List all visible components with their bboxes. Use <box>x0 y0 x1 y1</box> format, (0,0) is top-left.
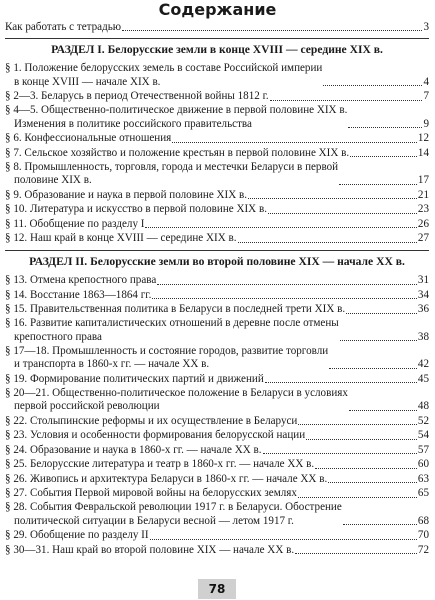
toc-entry-title: § 7. Сельское хозяйство и положение крестьян в первой половине XIX в. <box>5 146 350 159</box>
toc-entry-title: § 29. Обобщение по разделу II <box>5 529 149 541</box>
toc-entry-title-continued: и транспорта в 1860-х гг. — начале XX в. <box>14 358 210 370</box>
toc-entry[interactable] <box>5 161 429 188</box>
toc-entry-text <box>5 387 348 414</box>
toc-entry-page: 52 <box>417 414 429 427</box>
table-of-contents <box>5 20 429 558</box>
toc-entry-page: 17 <box>417 174 429 186</box>
toc-entry[interactable] <box>5 303 429 317</box>
leader-dots <box>315 458 417 469</box>
toc-entry-page: 36 <box>417 303 429 315</box>
leader-dots <box>329 358 417 369</box>
toc-entry-text <box>5 373 264 387</box>
toc-entry[interactable] <box>5 543 429 557</box>
leader-dots <box>349 400 417 411</box>
toc-entry-page: 12 <box>417 132 429 144</box>
toc-entry-title-continued: Изменения в политике российского правительства <box>14 117 252 130</box>
toc-entry-title: § 28. События Февральской революции 1917 г. в Беларуси. Обострение <box>5 501 342 513</box>
toc-entry-title: § 10. Литература и искусство в первой половине XIX в. <box>5 203 267 215</box>
toc-entry[interactable] <box>5 501 429 528</box>
toc-entry-text <box>5 289 151 303</box>
leader-dots <box>152 288 417 299</box>
toc-entry-text <box>5 473 327 487</box>
toc-entry-page: 60 <box>417 458 429 470</box>
toc-entry-title: § 12. Наш край в конце XVIII — середине XIX в. <box>5 232 237 244</box>
toc-entry-text <box>5 501 342 528</box>
leader-dots <box>270 90 423 101</box>
toc-entry-page: 23 <box>417 203 429 215</box>
leader-dots <box>343 514 417 525</box>
toc-entry-title: § 9. Образование и наука в первой половине XIX в. <box>5 188 248 201</box>
toc-entry-page: 38 <box>417 330 429 343</box>
leader-dots <box>238 232 417 243</box>
leader-dots <box>298 487 417 498</box>
page-title: Содержание <box>158 0 277 19</box>
toc-entry-page: 63 <box>417 472 429 485</box>
toc-entry-text <box>5 444 262 458</box>
toc-entry-title: § 19. Формирование политических партий и движений <box>5 372 264 385</box>
toc-entry[interactable] <box>5 458 429 472</box>
section-1-entries <box>5 62 429 246</box>
leader-dots <box>263 443 417 454</box>
toc-entry-title: § 23. Условия и особенности формирования белорусской нации <box>5 429 306 441</box>
toc-entry[interactable] <box>5 188 429 202</box>
leader-dots <box>122 20 422 31</box>
toc-entry-title: § 17—18. Промышленность и состояние городов, развитие торговли <box>5 344 329 357</box>
leader-dots <box>248 188 417 199</box>
leader-dots <box>295 543 417 554</box>
toc-entry[interactable] <box>5 146 429 160</box>
toc-entry[interactable] <box>5 274 429 288</box>
toc-entry[interactable] <box>5 217 429 231</box>
toc-entry-title: § 13. Отмена крепостного права <box>5 274 157 286</box>
toc-entry-text <box>5 161 338 188</box>
divider <box>5 250 429 251</box>
toc-entry-page: 70 <box>417 529 429 541</box>
toc-entry-title-continued: в конце XVIII — начале XIX в. <box>14 75 161 88</box>
toc-entry-text <box>5 62 322 89</box>
toc-entry[interactable] <box>5 529 429 543</box>
leader-dots <box>268 203 417 214</box>
leader-dots <box>348 117 422 128</box>
toc-entry-page: 34 <box>417 288 429 301</box>
divider <box>5 38 429 39</box>
leader-dots <box>172 132 417 143</box>
toc-entry[interactable] <box>5 203 429 217</box>
toc-entry-text <box>5 303 345 317</box>
toc-entry-title: § 24. Образование и наука в 1860-х гг. — начале XX в. <box>5 443 262 456</box>
leader-dots <box>306 429 417 440</box>
toc-entry[interactable] <box>5 345 429 372</box>
leader-dots <box>340 330 417 341</box>
toc-entry-page: 45 <box>417 372 429 385</box>
toc-entry-page: 57 <box>417 443 429 456</box>
toc-entry-page: 21 <box>417 188 429 201</box>
toc-entry-text <box>5 429 305 443</box>
toc-entry-page: 72 <box>417 543 429 556</box>
toc-entry-text <box>5 458 314 472</box>
toc-entry-text <box>5 487 297 501</box>
toc-entry-intro[interactable] <box>5 20 429 34</box>
leader-dots <box>328 472 417 483</box>
leader-dots <box>346 303 417 314</box>
toc-entry-title: § 4—5. Общественно-политическое движение в первой половине XIX в. <box>5 104 348 116</box>
toc-entry-page: 4 <box>423 75 429 88</box>
toc-entry-text <box>5 90 269 104</box>
toc-entry-title: § 6. Конфессиональные отношения <box>5 132 172 144</box>
toc-entry-title: § 2—3. Беларусь в период Отечественной войны 1812 г. <box>5 90 269 102</box>
toc-entry-title: § 16. Развитие капиталистических отношений в деревне после отмены <box>5 317 339 329</box>
toc-entry[interactable] <box>5 414 429 428</box>
toc-entry-title-continued: первой российской революции <box>14 400 160 412</box>
toc-entry-title-continued: политической ситуации в Беларуси весной — летом 1917 г. <box>14 514 294 527</box>
toc-entry-title: § 1. Положение белорусских земель в составе Российской империи <box>5 62 323 74</box>
toc-entry-text <box>5 132 171 146</box>
section-2-entries <box>5 274 429 558</box>
leader-dots <box>265 372 417 383</box>
toc-entry[interactable] <box>5 487 429 501</box>
toc-entry[interactable] <box>5 429 429 443</box>
toc-entry-title: § 14. Восстание 1863—1864 гг. <box>5 288 152 301</box>
toc-entry-title: § 26. Живопись и архитектура Беларуси в 1860-х гг. — начале XX в. <box>5 472 328 485</box>
toc-entry-text <box>5 104 347 131</box>
toc-entry-title: § 30—31. Наш край во второй половине XIX — начале XX в. <box>5 543 295 556</box>
toc-entry-page: 31 <box>417 274 429 286</box>
toc-entry-page: 9 <box>423 117 429 130</box>
leader-dots <box>323 75 422 86</box>
toc-entry[interactable] <box>5 372 429 386</box>
leader-dots <box>150 529 417 540</box>
toc-entry-page: 27 <box>417 232 429 244</box>
toc-entry-title: § 22. Столыпинские реформы и их осуществление в Беларуси <box>5 414 298 427</box>
toc-entry-text <box>5 189 247 203</box>
page-number: 78 <box>198 579 236 599</box>
toc-entry-text <box>5 345 328 372</box>
leader-dots <box>145 217 416 228</box>
toc-entry-text <box>5 218 144 232</box>
toc-entry-text <box>5 415 297 429</box>
toc-entry-title: § 25. Белорусские литература и театр в 1860-х гг. — начале XX в. <box>5 458 315 470</box>
toc-entry-text <box>5 544 294 558</box>
toc-entry[interactable] <box>5 90 429 104</box>
toc-entry-title-continued: крепостного права <box>14 330 102 343</box>
toc-entry-title-continued: половине XIX в. <box>14 174 92 186</box>
toc-entry[interactable] <box>5 62 429 89</box>
toc-entry-title: § 15. Правительственная политика в Беларуси в последней трети XIX в. <box>5 303 346 315</box>
toc-entry[interactable] <box>5 132 429 146</box>
toc-entry[interactable] <box>5 443 429 457</box>
toc-entry-text: Как работать с тетрадью <box>5 20 122 33</box>
toc-entry-text <box>5 317 339 344</box>
section-heading-1: РАЗДЕЛ I. Белорусские земли в конце XVIII — середине XIX в. <box>51 43 383 56</box>
toc-entry-page: 54 <box>417 429 429 441</box>
toc-entry-text <box>5 147 349 161</box>
leader-dots <box>298 414 417 425</box>
toc-entry-page: 3 <box>423 20 429 33</box>
toc-entry-page: 65 <box>417 487 429 499</box>
toc-entry-page: 42 <box>417 358 429 370</box>
leader-dots <box>157 274 417 285</box>
toc-entry[interactable] <box>5 317 429 344</box>
toc-entry-page: 7 <box>423 90 429 102</box>
toc-entry-text <box>5 203 267 217</box>
toc-entry-title: § 8. Промышленность, торговля, города и местечки Беларуси в первой <box>5 160 339 173</box>
toc-entry-text <box>5 274 156 288</box>
toc-entry-text <box>5 232 237 246</box>
leader-dots <box>339 174 417 185</box>
toc-entry[interactable] <box>5 472 429 486</box>
toc-entry[interactable] <box>5 104 429 131</box>
toc-entry-title: § 20—21. Общественно-политическое положение в Беларуси в условиях <box>5 386 348 399</box>
leader-dots <box>350 146 417 157</box>
toc-entry-page: 48 <box>417 400 429 412</box>
toc-entry-text <box>5 529 149 543</box>
toc-entry[interactable] <box>5 232 429 246</box>
toc-entry[interactable] <box>5 288 429 302</box>
section-heading-2: РАЗДЕЛ II. Белорусские земли во второй половине XIX — начале XX в. <box>29 254 405 268</box>
toc-entry-page: 26 <box>417 217 429 230</box>
toc-entry-title: § 11. Обобщение по разделу I <box>5 217 145 230</box>
toc-entry-page: 14 <box>417 146 429 159</box>
toc-entry-title: § 27. События Первой мировой войны на белорусских землях <box>5 487 297 499</box>
toc-entry[interactable] <box>5 387 429 414</box>
toc-entry-page: 68 <box>417 514 429 527</box>
